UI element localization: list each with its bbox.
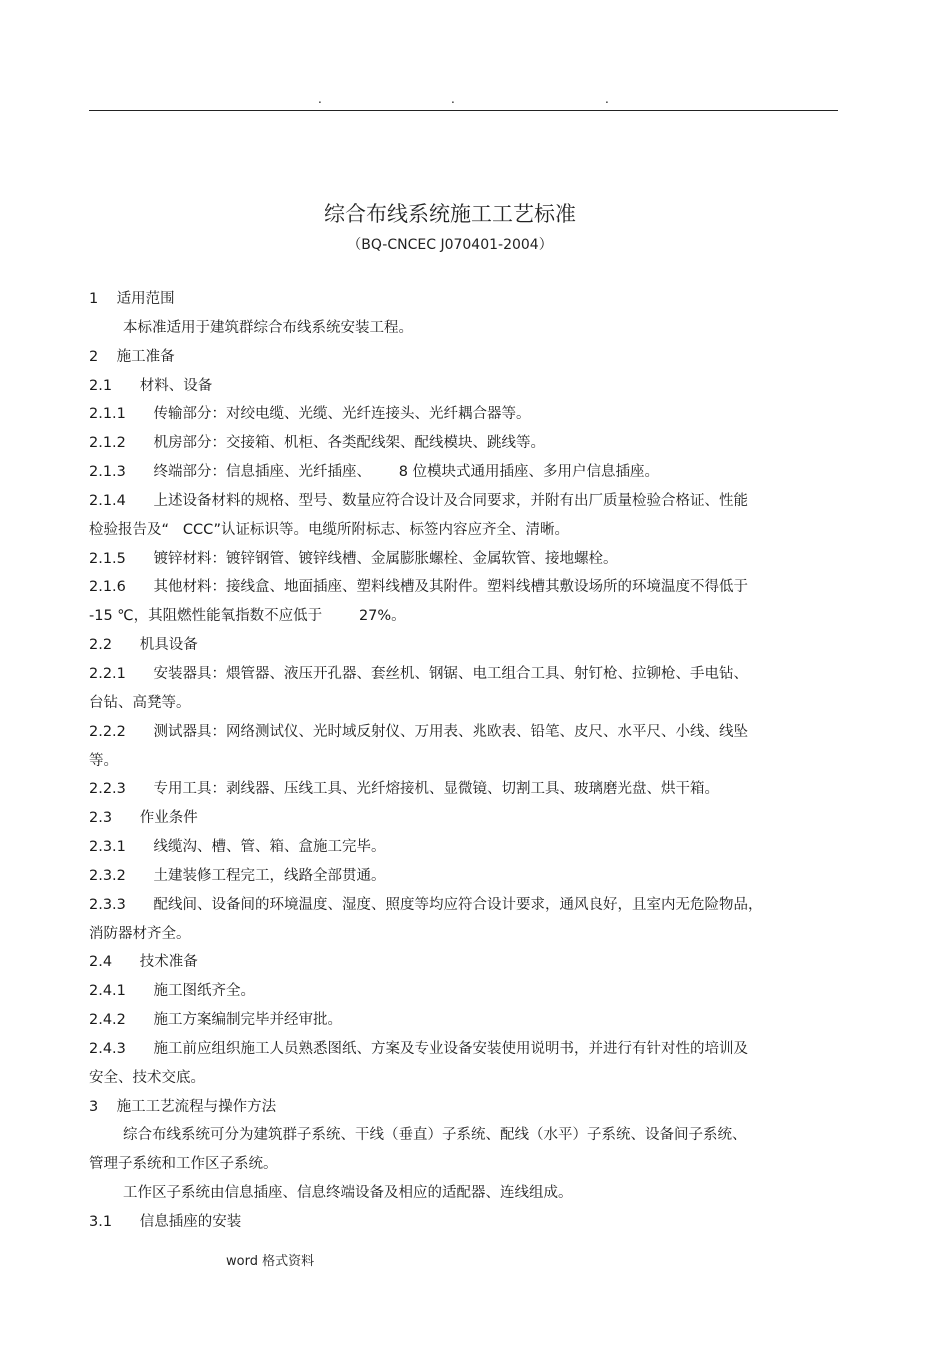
paragraph-line: 等。 xyxy=(89,752,118,769)
header-rule xyxy=(89,110,838,111)
paragraph-line: 2.3.2 土建装修工程完工，线路全部贯通。 xyxy=(89,867,386,884)
paragraph-line: 2.1.6 其他材料：接线盒、地面插座、塑料线槽及其附件。塑料线槽其敷设场所的环境温度不得低于 xyxy=(89,579,749,596)
paragraph-line: 2.4.3 施工前应组织施工人员熟悉图纸、方案及专业设备安装使用说明书，并进行有针对性的培训及 xyxy=(89,1040,749,1057)
header-dot: . xyxy=(318,92,322,106)
paragraph-line: 台钻、高凳等。 xyxy=(89,694,191,711)
paragraph-line: 2.2 机具设备 xyxy=(89,637,198,654)
paragraph-line: 工作区子系统由信息插座、信息终端设备及相应的适配器、连线组成。 xyxy=(123,1185,573,1202)
paragraph-line: 2.2.3 专用工具：剥线器、压线工具、光纤熔接机、显微镜、切割工具、玻璃磨光盘、烘干箱。 xyxy=(89,781,720,798)
paragraph-line: 2.1.5 镀锌材料：镀锌钢管、镀锌线槽、金属膨胀螺栓、金属软管、接地螺栓。 xyxy=(89,550,618,567)
paragraph-line: 2.1.3 终端部分：信息插座、光纤插座、 8 位模块式通用插座、多用户信息插座。 xyxy=(89,464,660,481)
paragraph-line: 2.2.1 安装器具：煨管器、液压开孔器、套丝机、钢锯、电工组合工具、射钉枪、拉铆枪、手电钻、 xyxy=(89,665,749,682)
paragraph-line: 3 施工工艺流程与操作方法 xyxy=(89,1098,277,1115)
paragraph-line: 2.4.2 施工方案编制完毕并经审批。 xyxy=(89,1012,343,1029)
header-dot: . xyxy=(605,92,609,106)
paragraph-line: 管理子系统和工作区子系统。 xyxy=(89,1156,278,1173)
paragraph-line: 2.1 材料、设备 xyxy=(89,377,213,394)
paragraph-line: -15 ℃，其阻燃性能氧指数不应低于 27%。 xyxy=(89,608,406,625)
paragraph-line: 消防器材齐全。 xyxy=(89,925,191,942)
paragraph-line: 1 适用范围 xyxy=(89,291,175,307)
paragraph-line: 2.4.1 施工图纸齐全。 xyxy=(89,983,256,1000)
paragraph-line: 2.3.1 线缆沟、槽、管、箱、盒施工完毕。 xyxy=(89,839,386,856)
paragraph-line: 2 施工准备 xyxy=(89,348,175,365)
paragraph-line: 2.1.2 机房部分：交接箱、机柜、各类配线架、配线模块、跳线等。 xyxy=(89,435,546,452)
document-title: 综合布线系统施工工艺标准 xyxy=(324,202,576,226)
paragraph-line: 2.3 作业条件 xyxy=(89,810,198,827)
paragraph-line: 2.4 技术准备 xyxy=(89,954,198,971)
paragraph-line: 综合布线系统可分为建筑群子系统、干线（垂直）子系统、配线（水平）子系统、设备间子系统、 xyxy=(123,1127,747,1144)
document-subtitle: （BQ-CNCEC J070401-2004） xyxy=(347,237,553,253)
paragraph-line: 检验报告及“ CCC”认证标识等。电缆所附标志、标签内容应齐全、清晰。 xyxy=(89,521,569,538)
page-footer: word 格式资料 xyxy=(226,1254,315,1269)
paragraph-line: 2.1.4 上述设备材料的规格、型号、数量应符合设计及合同要求，并附有出厂质量检验合格证、性能 xyxy=(89,492,749,509)
paragraph-line: 2.2.2 测试器具：网络测试仪、光时域反射仪、万用表、兆欧表、铅笔、皮尺、水平尺、小线、线坠 xyxy=(89,723,749,740)
paragraph-line: 3.1 信息插座的安装 xyxy=(89,1214,242,1230)
paragraph-line: 2.1.1 传输部分：对绞电缆、光缆、光纤连接头、光纤耦合器等。 xyxy=(89,406,531,423)
paragraph-line: 2.3.3 配线间、设备间的环境温度、湿度、照度等均应符合设计要求，通风良好，且室内无危险物品， xyxy=(89,896,763,913)
header-dot: . xyxy=(451,92,455,106)
paragraph-line: 安全、技术交底。 xyxy=(89,1069,205,1086)
header-dots xyxy=(0,92,950,106)
paragraph-line: 本标准适用于建筑群综合布线系统安装工程。 xyxy=(123,319,413,336)
document-body xyxy=(89,285,779,1237)
